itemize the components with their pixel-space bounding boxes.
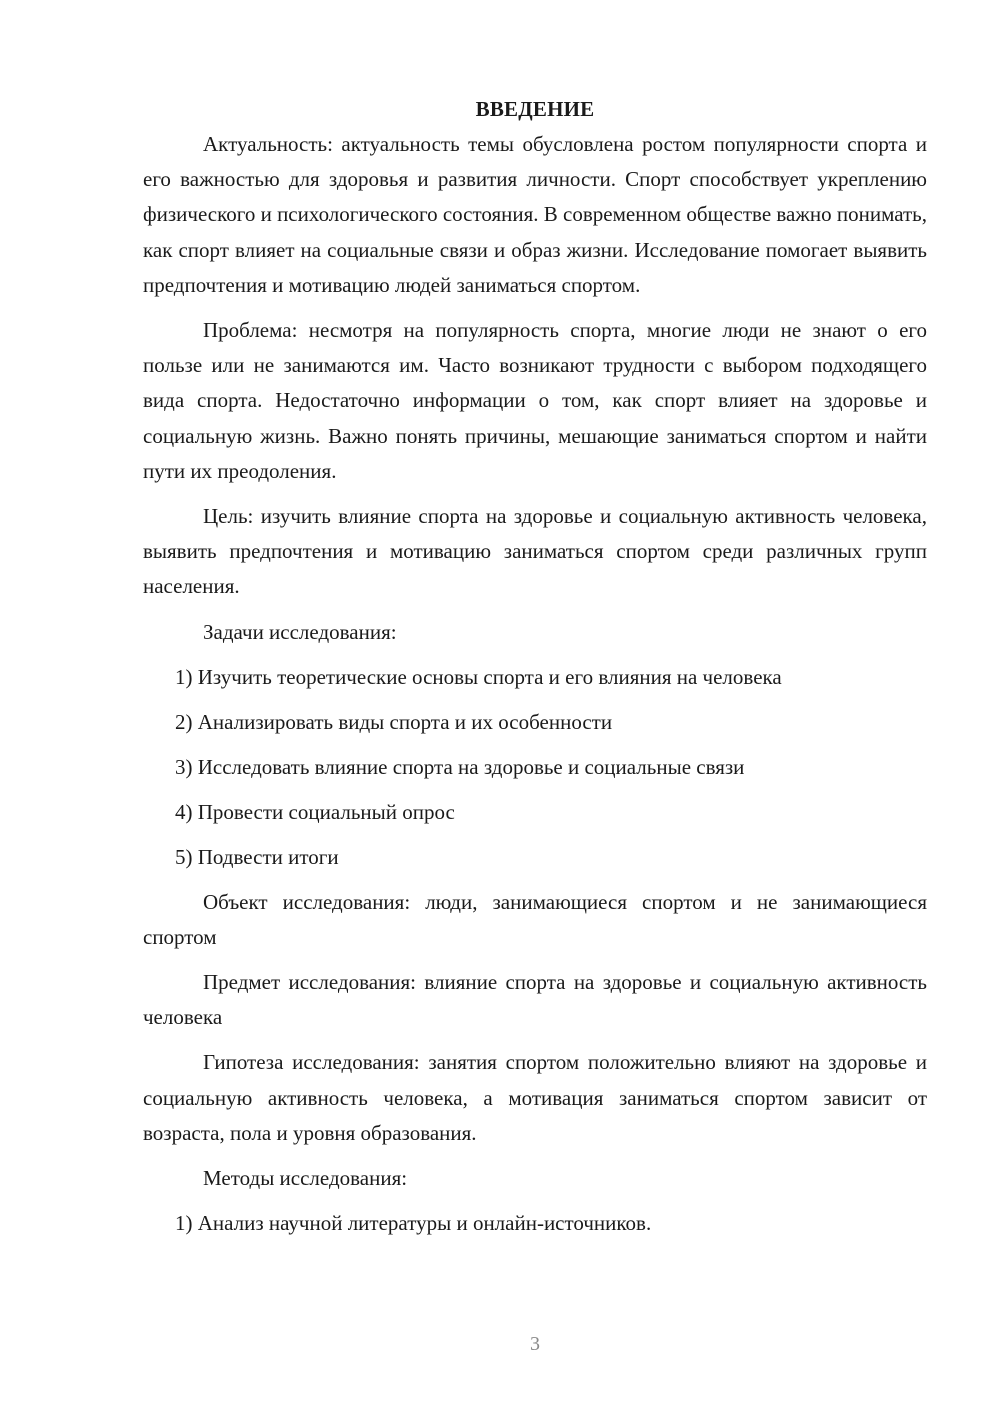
relevance-paragraph: Актуальность: актуальность темы обусловлена ростом популярности спорта и его важностью для здоровья и развития личности. Спорт способствует укреплению физического и психологического состояния. В современном обществе важно понимать, как спорт влияет на социальные связи и образ жизни. Исследование помогает выявить предпочтения и мотивацию людей заниматься спортом. [143,132,927,297]
problem-paragraph: Проблема: несмотря на популярность спорта, многие люди не знают о его пользе или не занимаются им. Часто возникают трудности с выбором подходящего вида спорта. Недостаточно информации о том, как спорт влияет на здоровье и социальную жизнь. Важно понять причины, мешающие заниматься спортом и найти пути их преодоления. [143,318,927,483]
subject-paragraph: Предмет исследования: влияние спорта на здоровье и социальную активность человека [143,970,927,1030]
task-item-3: 3) Исследовать влияние спорта на здоровье и социальные связи [175,754,745,779]
page-number: 3 [530,1333,540,1355]
task-item-1: 1) Изучить теоретические основы спорта и его влияния на человека [175,664,782,689]
goal-paragraph: Цель: изучить влияние спорта на здоровье и социальную активность человека, выявить предпочтения и мотивацию заниматься спортом среди различных групп населения. [143,504,927,599]
methods-heading: Методы исследования: [203,1166,408,1191]
object-paragraph: Объект исследования: люди, занимающиеся спортом и не занимающиеся спортом [143,889,927,949]
task-item-2: 2) Анализировать виды спорта и их особенности [175,709,613,734]
tasks-heading: Задачи исследования: [203,619,397,644]
page-title: ВВЕДЕНИЕ [475,97,595,121]
task-item-4: 4) Провести социальный опрос [175,799,455,824]
hypothesis-paragraph: Гипотеза исследования: занятия спортом положительно влияют на здоровье и социальную активность человека, а мотивация заниматься спортом зависит от возраста, пола и уровня образования. [143,1050,927,1145]
task-item-5: 5) Подвести итоги [175,844,339,869]
method-item-1: 1) Анализ научной литературы и онлайн-источников. [175,1211,652,1236]
document-page [143,92,927,1251]
